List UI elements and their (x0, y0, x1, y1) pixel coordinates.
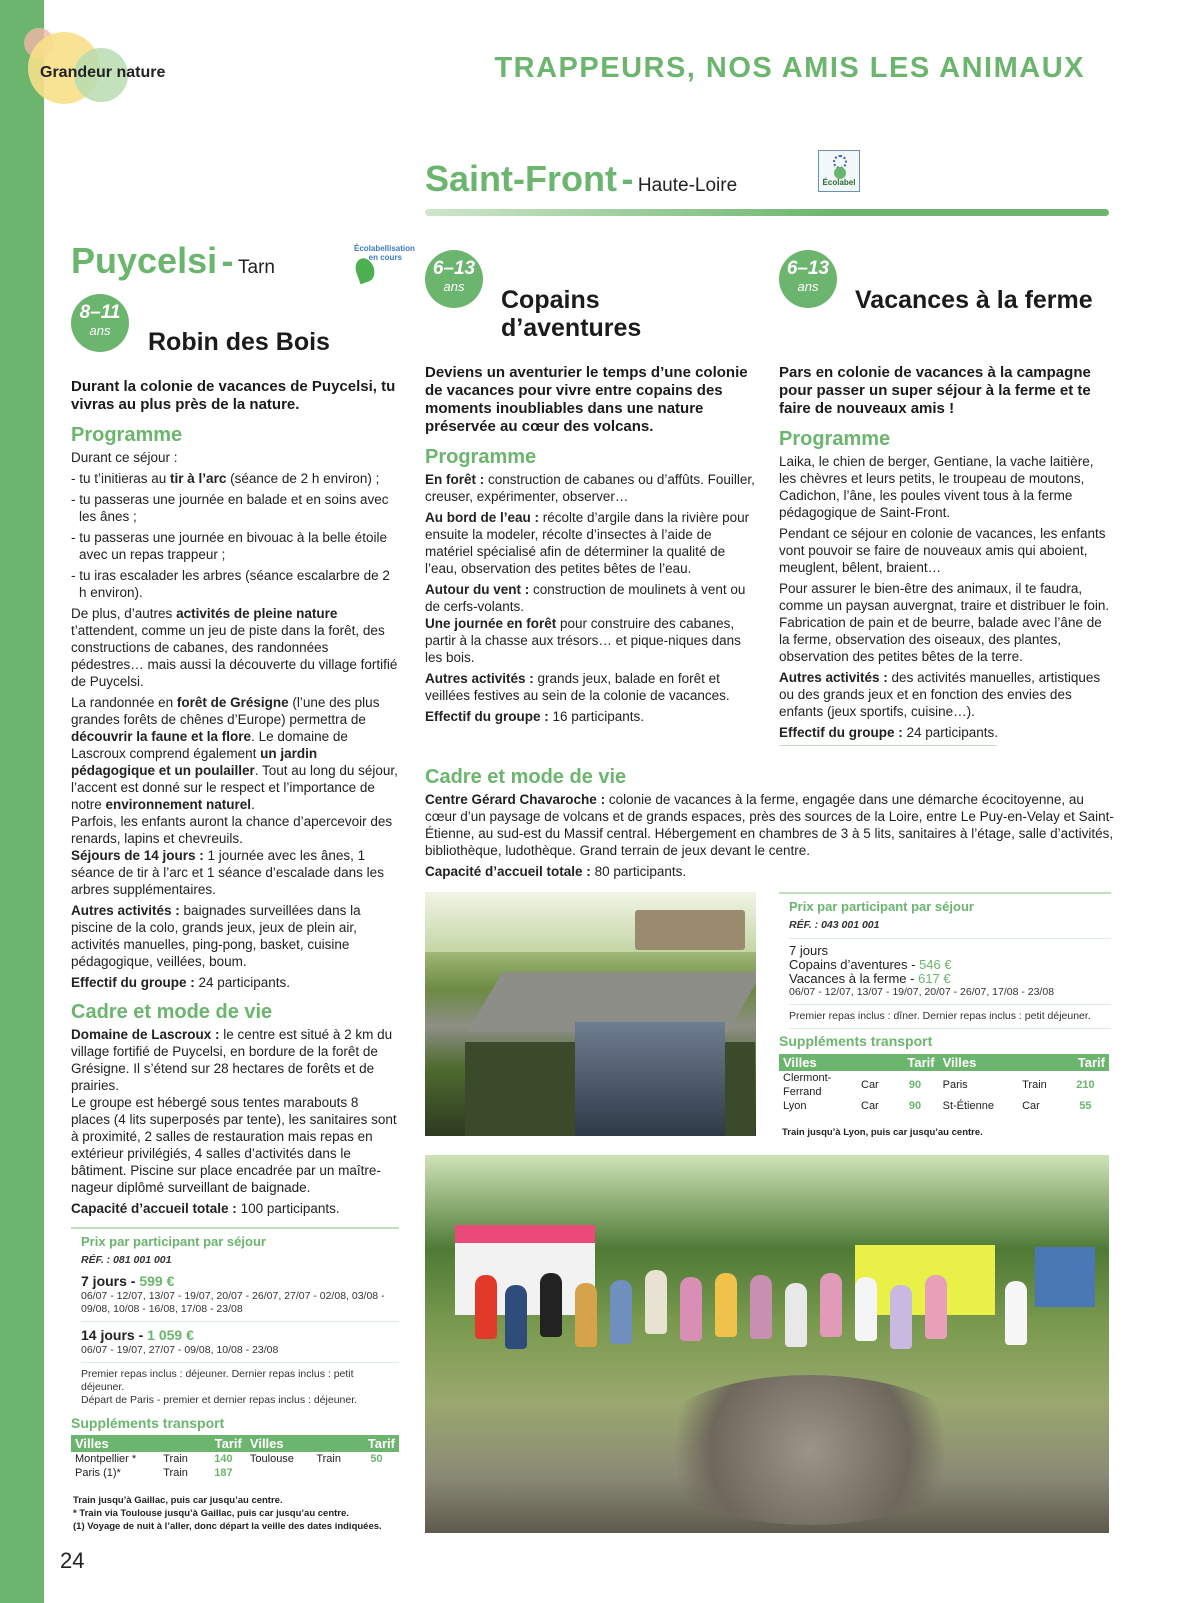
domain-paragraph: Domaine de Lascroux : le centre est situé à 2 km du village fortifié de Puycelsi, en bordure de la forêt de Grésigne. Il s’étend sur 28 hectares de forêts et de prairies. (71, 1027, 393, 1093)
transport-heading: Suppléments transport (71, 1415, 225, 1431)
group-size: Effectif du groupe : 24 participants. (779, 724, 997, 746)
table-row: Montpellier * Train 140 Toulouse Train 50 (75, 1453, 383, 1465)
location-region: Haute-Loire (637, 175, 738, 196)
ecolabel-pending-text: Écolabellisation en cours (354, 244, 415, 262)
price-copains: Copains d’aventures - 546 € (789, 957, 952, 972)
saint-front-price-box (779, 892, 1111, 1034)
age-badge (425, 250, 483, 308)
age-badge (71, 294, 129, 352)
divider (789, 1004, 1111, 1005)
location-region: Tarn (238, 257, 275, 278)
programme-item: - tu iras escalader les arbres (séance escalarbre de 2 h environ). (71, 568, 390, 600)
divider (789, 1028, 1111, 1029)
page-number: 24 (60, 1548, 85, 1573)
note: (1) Voyage de nuit à l’aller, donc départ la veille des dates indiquées. (73, 1521, 382, 1532)
column-cities: Villes (246, 1435, 312, 1452)
dates: 06/07 - 12/07, 13/07 - 19/07, 20/07 - 26/07, 17/08 - 23/08 (789, 986, 1055, 998)
age-range: 8–11 (79, 302, 121, 323)
age-range: 6–13 (432, 258, 476, 279)
divider (789, 938, 1111, 939)
long-stay-paragraph: Séjours de 14 jours : 1 journée avec les ânes, 1 séance de tir à l’arc et 1 séance d’escalade dans les arbres supplémentaires. (71, 848, 384, 897)
column-price: Tarif (1062, 1054, 1109, 1071)
capacity: Capacité d’accueil totale : 100 participants. (71, 1201, 340, 1216)
location-name: Puycelsi (71, 240, 218, 281)
table-row: Paris (1)* Train 187 (75, 1467, 233, 1479)
transport-heading: Suppléments transport (779, 1033, 933, 1049)
transport-table (779, 1054, 1109, 1113)
price-heading: Prix par participant par séjour (81, 1234, 266, 1249)
note: Train jusqu’à Gaillac, puis car jusqu’au centre. (73, 1495, 283, 1506)
category-label: Grandeur nature (40, 64, 166, 81)
group-size: Effectif du groupe : 24 participants. (71, 975, 291, 990)
age-unit: ans (797, 279, 819, 294)
other-activities: Autres activités : des activités manuelles, artistiques ou des grands jeux et en fonction des envies des enfants (jeux sportifs, cuisine…). (779, 670, 1101, 719)
table-row: Clermont-Ferrand Car 90 Paris Train 210 (783, 1072, 1095, 1098)
category-badge (24, 28, 194, 118)
puycelsi-column (71, 378, 401, 1221)
age-range: 6–13 (786, 258, 830, 279)
dates-14-days: 06/07 - 19/07, 27/07 - 09/08, 10/08 - 23/08 (81, 1344, 279, 1356)
meals-info: Premier repas inclus : dîner. Dernier repas inclus : petit déjeuner. (789, 1010, 1091, 1022)
side-color-bar (0, 0, 44, 1603)
table-header (779, 1054, 1109, 1071)
programme-heading: Programme (779, 428, 891, 450)
ecolabel-logo (818, 150, 860, 192)
animals-paragraph: Laika, le chien de berger, Gentiane, la vache laitière, les chèvres et leurs petits, le troupeau de moutons, Cadichon, l’âne, les poules vivent tous à la ferme pédagogique de Saint-Front. (779, 454, 1094, 520)
saint-front-setting (425, 756, 1115, 884)
age-unit: ans (443, 279, 465, 294)
table-header (71, 1435, 399, 1452)
stay-intro: Durant la colonie de vacances de Puycelsi, tu vivras au plus près de la nature. (71, 378, 396, 413)
programme-item: - tu passeras une journée en balade et en soins avec les ânes ; (71, 492, 389, 524)
photo-goats-on-road (425, 892, 756, 1136)
programme-item: - tu passeras une journée en bivouac à la belle étoile avec un repas trappeur ; (71, 530, 387, 562)
friends-paragraph: Pendant ce séjour en colonie de vacances, les enfants vont pouvoir se faire de nouveaux amis qui aboient, meuglent, bêlent, braient… (779, 526, 1106, 575)
activities-paragraph: De plus, d’autres activités de pleine nature t’attendent, comme un jeu de piste dans la forêt, des constructions de cabanes, des randonnées pédestres… mais aussi la découverte du village fortifié de Puycelsi. (71, 606, 398, 689)
section-divider-bar (425, 209, 1109, 216)
column-cities: Villes (939, 1054, 1019, 1071)
ferme-column (779, 364, 1111, 750)
age-unit: ans (89, 323, 111, 338)
page-title: TRAPPEURS, NOS AMIS LES ANIMAUX (494, 52, 1085, 84)
puycelsi-price-box (71, 1227, 399, 1407)
copains-column (425, 364, 757, 729)
programme-heading: Programme (71, 424, 183, 446)
column-price: Tarif (201, 1435, 246, 1452)
photo-children-group (425, 1155, 1109, 1533)
forest-activity: En forêt : construction de cabanes ou d’affûts. Fouiller, creuser, expérimenter, observer… (425, 472, 755, 504)
farm-tasks-paragraph: Pour assurer le bien-être des animaux, il te faudra, comme un paysan auvergnat, traire et distribuer le foin. Fabrication de pain et de beurre, balade avec l’âne de la ferme, observation des oiseaux, des plantes, observation des petites bêtes de la terre. (779, 581, 1110, 664)
other-activities: Autres activités : grands jeux, balade en forêt et veillées festives au sein de la colonie de vacances. (425, 671, 730, 703)
price-7-days: 7 jours - 599 € (81, 1273, 175, 1289)
stay-intro: Pars en colonie de vacances à la campagne pour passer un super séjour à la ferme et te faire de nouveaux amis ! (779, 364, 1091, 417)
transport-notes (73, 1494, 403, 1533)
reference-code: RÉF. : 043 001 001 (789, 919, 880, 931)
price-ferme: Vacances à la ferme - 617 € (789, 971, 951, 986)
duration: 7 jours (789, 943, 829, 958)
wind-activity: Autour du vent : construction de moulinets à vent ou de cerfs-volants. (425, 582, 746, 614)
forest-day: Une journée en forêt pour construire des cabanes, partir à la chasse aux trésors… et pique-niques dans les bois. (425, 616, 741, 665)
other-activities: Autres activités : baignades surveillées dans la piscine de la colo, grands jeux, jeux de plein air, activités manuelles, ping-pong, basket, cuisine pédagogique, veillées, boum. (71, 903, 361, 969)
forest-paragraph: La randonnée en forêt de Grésigne (l’une des plus grandes forêts de chênes d’Europe) permettra de découvrir la faune et la flore. Le domaine de Lascroux comprend également un jardin pédagogique et un poulailler. Tout au long du séjour, l’accent est donné sur le respect et l’importance de notre environnement naturel. (71, 695, 398, 812)
divider (81, 1321, 399, 1322)
price-heading: Prix par participant par séjour (789, 899, 974, 914)
transport-table (71, 1435, 399, 1480)
stay-title: Copains d’aventures (501, 286, 642, 342)
dates-7-days: 06/07 - 12/07, 13/07 - 19/07, 20/07 - 26/07, 27/07 - 02/08, 03/08 - 09/08, 10/08 - 16/08, 17/08 - 23/08 (81, 1290, 385, 1315)
table-row: Lyon Car 90 St-Étienne Car 55 (783, 1100, 1092, 1112)
stay-title: Robin des Bois (148, 328, 330, 356)
note: * Train via Toulouse jusqu’à Gaillac, puis car jusqu’au centre. (73, 1508, 349, 1519)
ecolabel-text: Écolabel (822, 178, 856, 187)
accommodation-paragraph: Le groupe est hébergé sous tentes marabouts 8 places (4 lits superposés par tente), les sanitaires sont à proximité, 2 salles de restauration mais repas en extérieur privilégiés, 4 salles d’activités dans le bâtiment. Piscine sur place encadrée par un maître-nageur diplômé surveillant de baignade. (71, 1095, 397, 1195)
capacity: Capacité d’accueil totale : 80 participants. (425, 864, 687, 879)
location-puycelsi (71, 240, 275, 282)
meals-info: Premier repas inclus : déjeuner. Dernier repas inclus : petit déjeuner. (81, 1368, 354, 1393)
ecolabel-pending-logo (354, 244, 415, 284)
centre-paragraph: Centre Gérard Chavaroche : colonie de vacances à la ferme, engagée dans une démarche écocitoyenne, au cœur d’un paysage de volcans et de grands espaces, près des sources de la Loire, entre Le Puy-en-Velay et Saint-Étienne, au sud-est du Massif central. Hébergement en chambres de 3 à 5 lits, sanitaires à l’étage, salle d’activités, bibliothèque, ludothèque. Grand terrain de jeux devant le centre. (425, 792, 1114, 858)
wildlife-paragraph: Parfois, les enfants auront la chance d’apercevoir des renards, lapins et chevreuils. (71, 814, 393, 846)
programme-heading: Programme (425, 446, 537, 468)
location-saint-front (425, 158, 737, 200)
stay-intro: Deviens un aventurier le temps d’une colonie de vacances pour vivre entre copains des moments inoubliables dans une nature préservée au cœur des volcans. (425, 364, 748, 435)
age-badge (779, 250, 837, 308)
column-price: Tarif (891, 1054, 938, 1071)
paris-departure-info: Départ de Paris - premier et dernier repas inclus : déjeuner. (81, 1394, 358, 1406)
location-name: Saint-Front (425, 158, 617, 199)
group-size: Effectif du groupe : 16 participants. (425, 709, 645, 724)
transport-note: Train jusqu’à Lyon, puis car jusqu’au centre. (782, 1127, 983, 1138)
setting-heading: Cadre et mode de vie (425, 766, 627, 788)
price-14-days: 14 jours - 1 059 € (81, 1327, 194, 1343)
column-cities: Villes (779, 1054, 857, 1071)
stay-title: Vacances à la ferme (855, 286, 1093, 314)
reference-code: RÉF. : 081 001 001 (81, 1254, 172, 1266)
water-activity: Au bord de l’eau : récolte d’argile dans la rivière pour ensuite la modeler, récolte d’insectes à l’aide de matériel spécialisé afin de déterminer la qualité de l’eau, observation des petites bêtes de l’eau. (425, 510, 750, 576)
column-cities: Villes (71, 1435, 159, 1452)
location-separator: - (221, 240, 234, 281)
programme-intro: Durant ce séjour : (71, 450, 178, 465)
divider (81, 1362, 399, 1363)
location-separator: - (621, 158, 634, 199)
setting-heading: Cadre et mode de vie (71, 1001, 273, 1023)
column-price: Tarif (354, 1435, 399, 1452)
programme-item: - tu t’initieras au tir à l’arc (séance de 2 h environ) ; (71, 471, 380, 486)
